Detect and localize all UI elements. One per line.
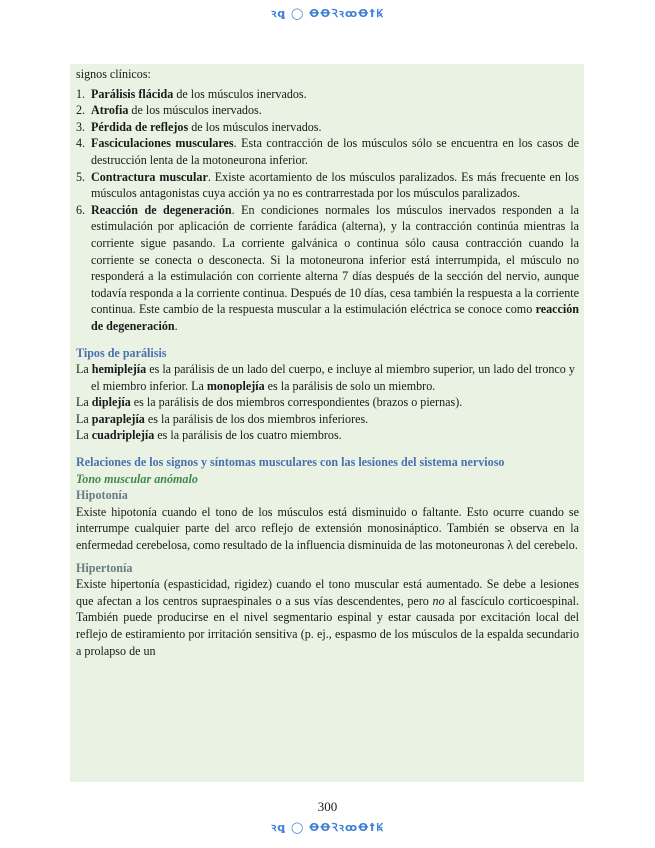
paralysis-item: La diplejía es la parálisis de dos miembros correspondientes (brazos o piernas). (76, 395, 463, 410)
paralysis-item: La cuadriplejía es la parálisis de los cuatro miembros. (76, 428, 342, 443)
list-item: 2. Atrofia de los músculos inervados. (76, 103, 262, 118)
list-item: 6. Reacción de degeneración. En condiciones normales los músculos inervados responden a la estimulación por aplicación de corriente farádica (alterna), y la contracción continúa mientras la corriente sigue pasando. La corriente galvánica o continua sólo causa contracción cuando la corriente se conecta o desconecta. Si la motoneurona inferior está interrumpida, el músculo no responderá a la estimulación con corriente alterna 7 días después de la sección del nervio, aunque todavía responda a la corriente continua. Después de 10 días, cesa también la respuesta a la corriente continua. Este cambio de la respuesta muscular a la estimulación eléctrica se conoce como reacción de degeneración. (76, 202, 579, 333)
relations-heading: Relaciones de los signos y síntomas musculares con las lesiones del sistema nervioso (76, 455, 505, 470)
page-content (76, 66, 579, 659)
hipotonia-text: Existe hipotonía cuando el tono de los músculos está disminuido o faltante. Esto ocurre cuando se interrumpe cualquier parte del arco reflejo de extensión monosináptico. También se observa en la enfermedad cerebelosa, como resultado de la influencia disminuida de las motoneuronas λ del cerebelo. (76, 504, 579, 553)
list-item: 5. Contractura muscular. Existe acortamiento de los músculos paralizados. Es más frecuente en los músculos antagonistas cuya acción ya no es contrarrestada por los músculos paralizados. (76, 169, 579, 201)
hipertonia-text: Existe hipertonía (espasticidad, rigidez) cuando el tono muscular está aumentado. Se debe a lesiones que afectan a los centros supraespinales o a sus vías descendentes, pero no al fascículo corticoespinal. También puede producirse en el nivel segmentario espinal y estar causada por excitación local del reflejo de estiramiento por irritación sensitiva (p. ej., espasmo de los músculos de la espalda secundario a prolapso de un (76, 577, 579, 658)
hipertonia-title: Hipertonía (76, 560, 133, 575)
header-banner: ꝛꝗ ◯ ꝊꝊꝚꝛꝏꝊꝉꝂ (271, 7, 384, 20)
list-item: 1. Parálisis flácida de los músculos inervados. (76, 86, 307, 101)
list-item: 3. Pérdida de reflejos de los músculos inervados. (76, 119, 322, 134)
paralysis-item: La hemiplejía es la parálisis de un lado del cuerpo, e incluye al miembro superior, un lado del tronco y el miembro inferior. La monoplejía es la parálisis de solo un miembro. (76, 362, 575, 393)
clinical-signs-list (76, 86, 579, 335)
muscle-tone-subheading: Tono muscular anómalo (76, 471, 198, 486)
intro-text: signos clínicos: (76, 67, 151, 81)
footer-banner: ꝛꝗ ◯ ꝊꝊꝚꝛꝏꝊꝉꝂ (271, 821, 384, 834)
page-number: 300 (317, 799, 338, 814)
hipotonia-title: Hipotonía (76, 488, 128, 503)
list-item: 4. Fasciculaciones musculares. Esta contracción de los músculos sólo se encuentra en los casos de destrucción lenta de la motoneurona inferior. (76, 136, 579, 167)
paralysis-item: La paraplejía es la parálisis de los dos miembros inferiores. (76, 411, 369, 426)
paralysis-heading: Tipos de parálisis (76, 345, 167, 360)
